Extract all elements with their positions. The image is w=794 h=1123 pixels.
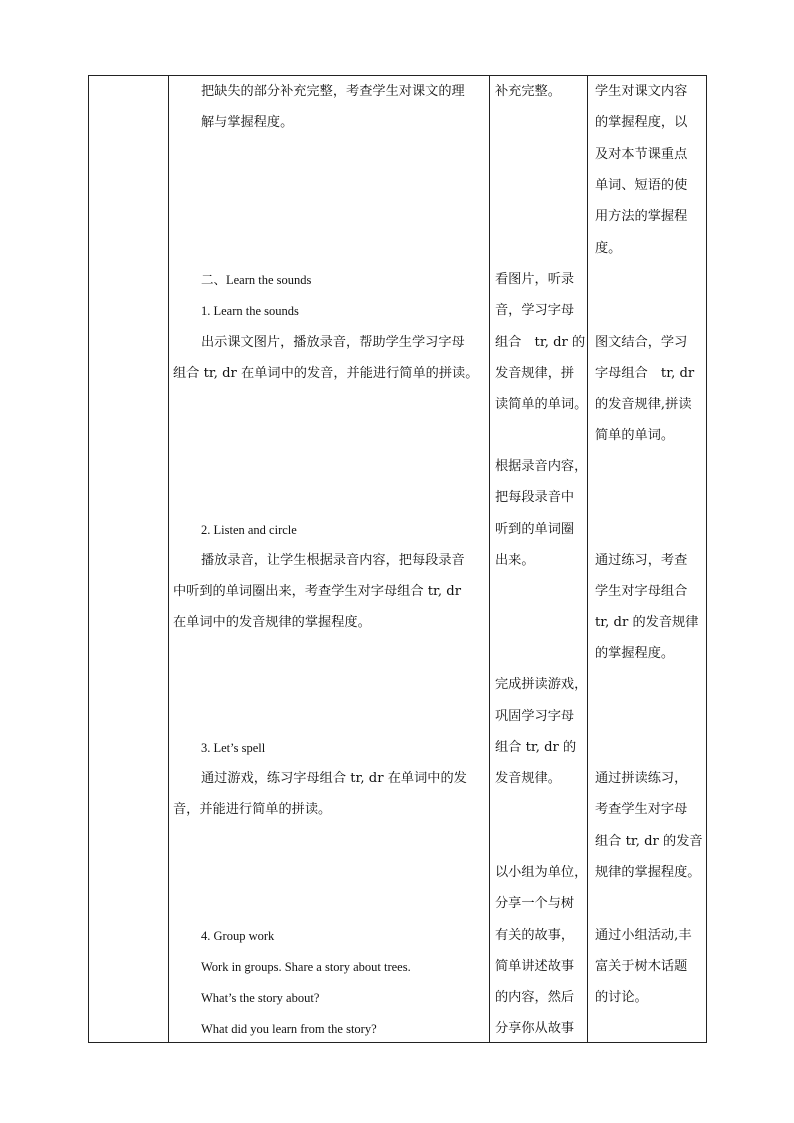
intent-line: 的发音规律,拼读	[595, 397, 692, 412]
activity-line: 通过游戏，练习字母组合 tr, dr 在单词中的发	[201, 771, 467, 786]
student-line: 把每段录音中	[495, 490, 575, 505]
student-line: 有关的故事，	[495, 928, 575, 943]
student-line: 的内容，然后	[495, 990, 575, 1005]
intent-line: tr, dr 的发音规律	[595, 615, 699, 630]
lesson-plan-table	[88, 75, 707, 1043]
intent-line: 的掌握程度。	[595, 646, 675, 661]
student-line: 发音规律。	[495, 771, 561, 786]
activity-line: 解与掌握程度。	[201, 115, 294, 130]
student-line: 发音规律，拼	[495, 366, 575, 381]
student-line: 分享你从故事	[495, 1021, 575, 1036]
activity-line: 出示课文图片，播放录音，帮助学生学习字母	[201, 335, 465, 350]
intent-line: 图文结合，学习	[595, 335, 688, 350]
intent-line: 用方法的掌握程	[595, 209, 688, 224]
student-line: 组合 tr, dr 的	[495, 335, 586, 350]
intent-line: 考查学生对字母	[595, 802, 688, 817]
student-line: 音，学习字母	[495, 303, 575, 318]
activity-line: What did you learn from the story?	[201, 1022, 377, 1036]
intent-line: 通过小组活动,丰	[595, 928, 692, 943]
activity-line: 组合 tr, dr 在单词中的发音，并能进行简单的拼读。	[173, 366, 479, 381]
activity-line: 在单词中的发音规律的掌握程度。	[173, 615, 371, 630]
activity-line: What’s the story about?	[201, 991, 320, 1005]
subsection-heading: 2. Listen and circle	[201, 523, 297, 537]
intent-line: 字母组合 tr, dr	[595, 366, 695, 381]
activity-line: 播放录音，让学生根据录音内容，把每段录音	[201, 553, 465, 568]
student-line: 完成拼读游戏，	[495, 677, 588, 692]
intent-line: 的讨论。	[595, 990, 648, 1005]
student-line: 巩固学习字母	[495, 709, 575, 724]
activity-line: 音，并能进行简单的拼读。	[173, 802, 332, 817]
intent-line: 通过练习，考查	[595, 553, 688, 568]
subsection-heading: 3. Let’s spell	[201, 741, 266, 755]
student-activity-column	[490, 76, 587, 1042]
design-intent-column	[588, 76, 707, 1042]
student-line: 读简单的单词。	[495, 397, 588, 412]
student-line: 出来。	[495, 553, 535, 568]
intent-line: 富关于树木话题	[595, 959, 688, 974]
intent-line: 及对本节课重点	[595, 147, 688, 162]
student-line: 看图片，听录	[495, 272, 575, 287]
intent-line: 的掌握程度，以	[595, 115, 688, 130]
student-line: 听到的单词圈	[495, 522, 575, 537]
intent-line: 规律的掌握程度。	[595, 865, 701, 880]
teacher-activity-column	[169, 76, 489, 1042]
subsection-heading: 4. Group work	[201, 929, 275, 943]
student-line: 根据录音内容，	[495, 459, 588, 474]
subsection-heading: 1. Learn the sounds	[201, 304, 299, 318]
activity-line: 把缺失的部分补充完整，考查学生对课文的理	[201, 84, 465, 99]
intent-line: 组合 tr, dr 的发音	[595, 834, 703, 849]
intent-line: 通过拼读练习，	[595, 771, 688, 786]
blank-stage-column	[89, 76, 168, 1042]
intent-line: 学生对字母组合	[595, 584, 688, 599]
activity-line: Work in groups. Share a story about trees.	[201, 960, 411, 974]
student-line: 补充完整。	[495, 84, 561, 99]
intent-line: 度。	[595, 241, 622, 256]
activity-line: 中听到的单词圈出来，考查学生对字母组合 tr, dr	[173, 584, 462, 599]
student-line: 分享一个与树	[495, 896, 575, 911]
section-heading: 二、Learn the sounds	[201, 273, 312, 287]
student-line: 以小组为单位，	[495, 865, 588, 880]
student-line: 简单讲述故事	[495, 959, 575, 974]
intent-line: 简单的单词。	[595, 428, 675, 443]
student-line: 组合 tr, dr 的	[495, 740, 577, 755]
intent-line: 学生对课文内容	[595, 84, 688, 99]
intent-line: 单词、短语的使	[595, 178, 688, 193]
